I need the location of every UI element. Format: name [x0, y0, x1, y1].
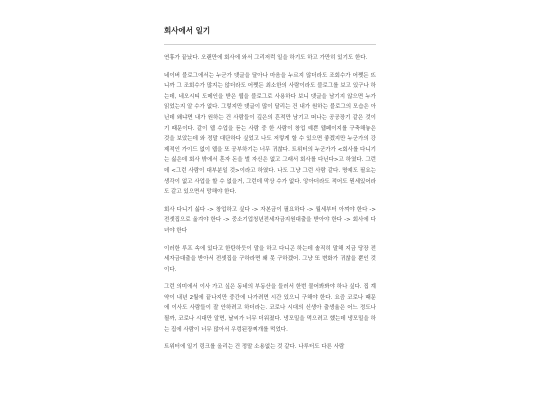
post-paragraph: 이러한 루프 속에 있다고 한탄하듯이 말을 하고 다니곤 하는데 솔직히 말해 지금 당장 전세자금대출을 받아서 전셋집을 구하라면 왜 못 구하겠어. 그냥 또 변화가 귀찮을 뿐인 것이다.	[164, 245, 376, 273]
post-title: 회사에서 일기	[164, 26, 211, 35]
title-divider	[164, 44, 376, 45]
post-container	[164, 26, 376, 360]
post-paragraph: 회사 다니기 싫다 -> 창업하고 싶다 -> 자본금이 필요하다 -> 월세부터 아껴야 한다 -> 전셋집으로 옮겨야 한다 -> 중소기업청년전세자금지원대출을 받아야 한다 -> 회사에 다녀야 한다	[164, 206, 376, 234]
post-paragraph: 그런 의미에서 이사 가고 싶은 동네의 부동산을 들러서 한번 물어봐봐야 하나 싶다. 집 계약이 내년 2월에 끝나지만 중간에 나가려면 시간 있으니 구해야 한다. 요즘 코로나 때문에 이사도 사람들이 잘 안하려고 하더라는. 코로나 시대의 신생아 출생율은 어느 정도나 될까, 코로나 시대만 알면, 날씨가 너무 더워졌다. 냉모밀을 먹으려고 했는데 냉모밀을 하는 집에 사람이 너무 많아서 우렁된장찌개를 먹었다.	[164, 284, 376, 333]
post-paragraph: 연휴가 끝났다. 오랜만에 회사에 와서 그리저럭 일을 하기도 하고 가만히 있기도 한다.	[164, 55, 368, 61]
post-paragraph: 트위터에 일기 링크를 올리는 건 정말 소용없는 것 같다. 나루터도 다른 사람	[164, 344, 345, 351]
post-paragraph: 네이버 블로그에서는 누군가 댓글을 달아나 마음을 누르지 않더라도 조회수가 어쨋든 뜨니까 그 조회수가 많지는 않더라도 어쨋든 최소한의 사람이라도 블로그를 보고 있구나 하는데, 네오시티 도메인을 받은 웹을 블로그로 사용하다 보니 댓글을 남기지 않으면 누가 읽었는지 알 수가 없다. 그렇지만 댓글이 많이 달리는 건 내가 원하는 블로그의 모습은 아닌데 왜냐면 내가 원하는 건 사람들이 깊은의 흔적만 남기고 떠나는 공공장기 같은 것이기 때문이다. 같이 웹 수업을 듣는 사람 중 한 사람이 창업 예쁜 웹페이지를 구축해놓은 것을 보았는데 와 정말 대단하다 싶었고 나도 저렇게 할 수 있으면 좋겠지만 누군가의 강제적인 가이드 없이 웹을 또 공부하기는 너무 귀찮다. 트위터의 누군가가 <회사를 다니기는 싫은데 회사 밖에서 혼자 돈을 벌 자신은 없고 그래서 회사를 다닌다>고 하였다. 그런데 <그런 사람이 대부분일 것>이라고 하였다. 나도 그냥 그런 사람 같다. 명예도 필요는 생각이 없고 사업을 할 수 없을거, 그런데 막상 수가 없다. 앙아더라도 적어도 뭔세있어라도 같고 있으면서 망해야 한다.	[164, 72, 376, 196]
